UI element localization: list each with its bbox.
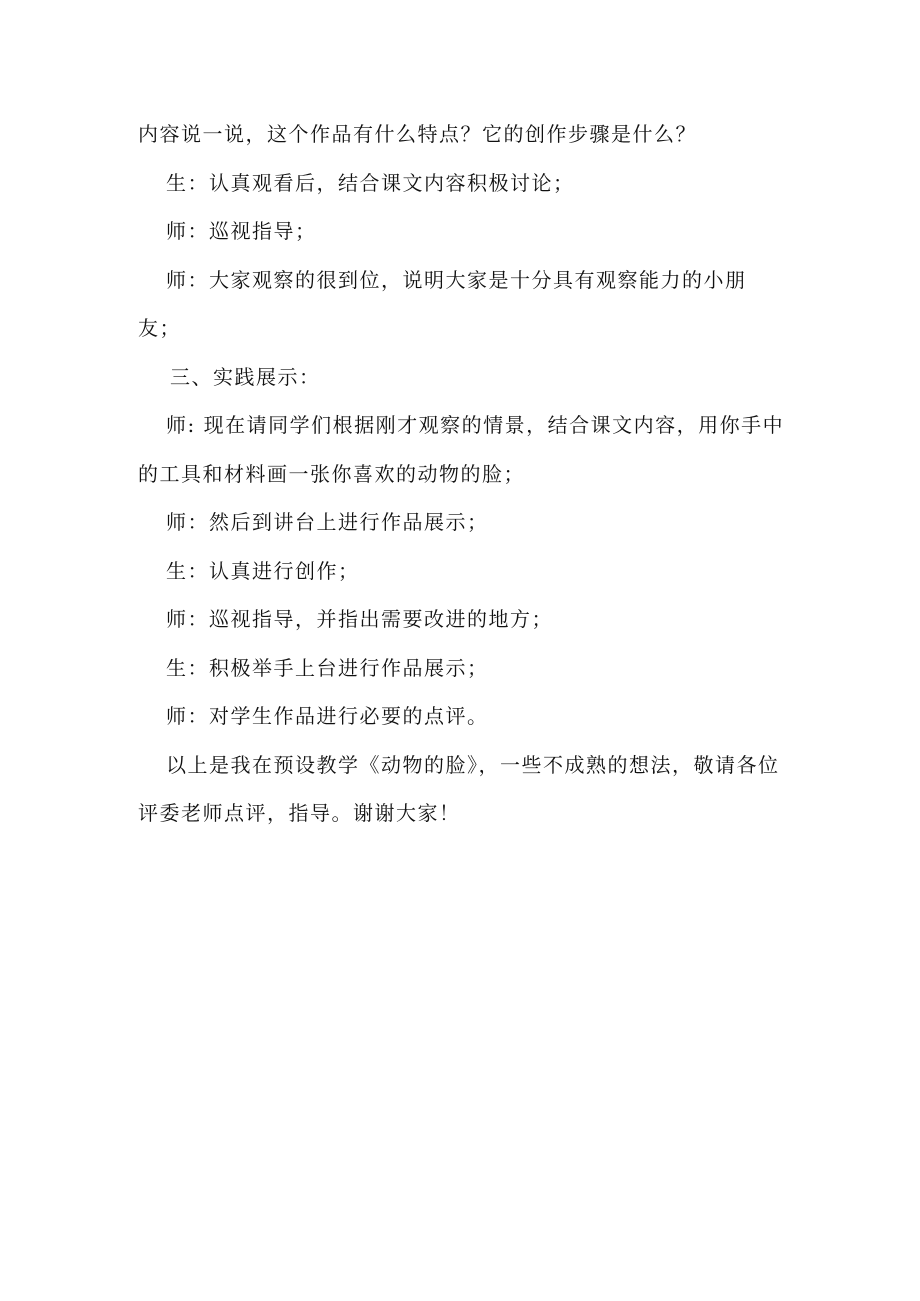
paragraph-teacher-guide: 师：巡视指导； xyxy=(166,219,317,243)
paragraph-student-discuss: 生：认真观看后，结合课文内容积极讨论； xyxy=(166,170,575,195)
paragraph-student-present: 生：积极举手上台进行作品展示； xyxy=(166,655,489,680)
paragraph-teacher-comment: 师：对学生作品进行必要的点评。 xyxy=(166,704,489,728)
section-heading-practice: 三、实践展示： xyxy=(170,364,321,389)
paragraph-continuation: 内容说一说，这个作品有什么特点？它的创作步骤是什么？ xyxy=(138,122,697,146)
paragraph-closing: 以上是我在预设教学《动物的脸》，一些不成熟的想法，敬请各位评委老师点评，指导。谢谢大家！ xyxy=(138,752,780,825)
paragraph-student-create: 生：认真进行创作； xyxy=(166,558,360,583)
paragraph-teacher-instruction: 师: 现在请同学们根据刚才观察的情景，结合课文内容，用你手中的工具和材料画一张你喜欢的动物的脸； xyxy=(138,413,785,486)
paragraph-teacher-praise: 师：大家观察的很到位，说明大家是十分具有观察能力的小朋友； xyxy=(138,267,747,340)
document-body xyxy=(138,110,786,838)
paragraph-teacher-improve: 师：巡视指导，并指出需要改进的地方； xyxy=(166,607,553,631)
paragraph-teacher-showcase: 师：然后到讲台上进行作品展示； xyxy=(166,510,489,534)
